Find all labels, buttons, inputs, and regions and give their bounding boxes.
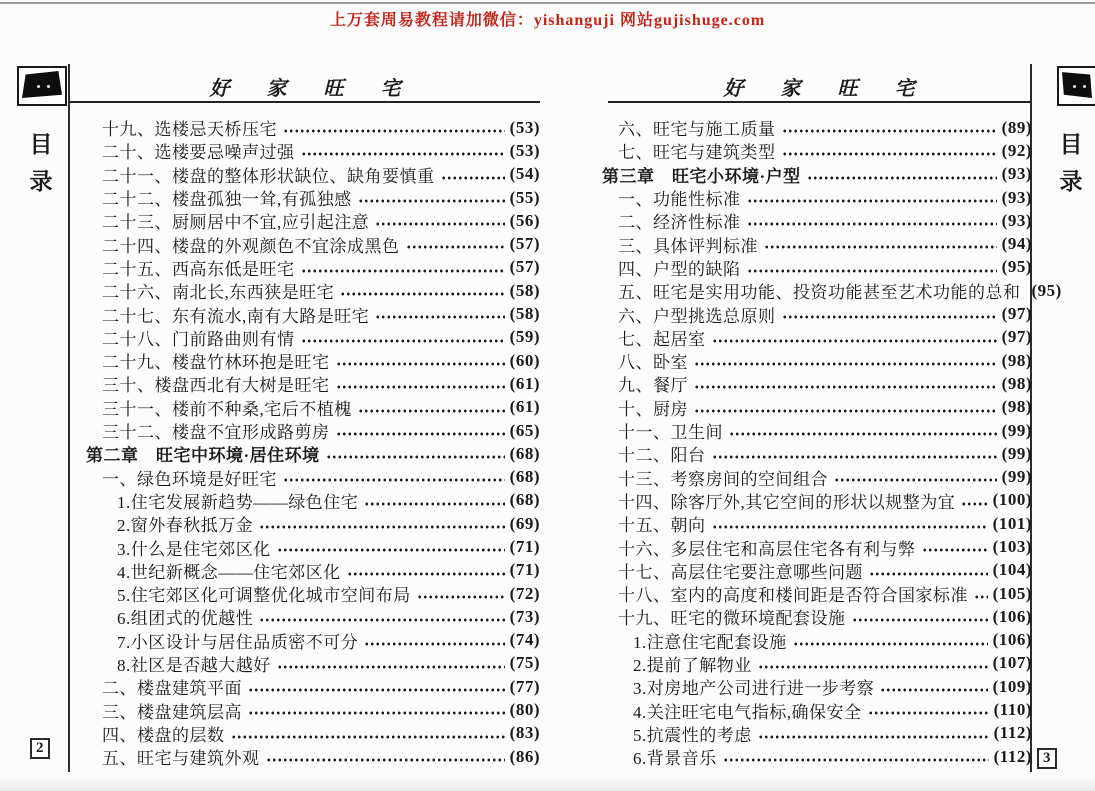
dotted-leader — [417, 582, 505, 605]
toc-entry-row — [602, 675, 1032, 698]
toc-entry-row — [86, 675, 540, 698]
dotted-leader — [248, 698, 505, 721]
toc-chapter-row — [602, 163, 1032, 186]
toc-entry-title: 二十八、门前路曲则有情 — [102, 329, 295, 349]
toc-entry-row — [602, 722, 1032, 745]
toc-entry-page: (95) — [1031, 280, 1062, 300]
toc-entry-title: 二十七、东有流水,南有大路是旺宅 — [102, 306, 370, 326]
toc-entry-row — [602, 116, 1032, 139]
toc-entry-page: (80) — [509, 700, 540, 720]
toc-entry-title: 二十六、南北长,东西狭是旺宅 — [102, 283, 335, 303]
dotted-leader — [852, 605, 988, 628]
toc-entry-title: 四、户型的缺陷 — [618, 259, 741, 279]
toc-entry-row — [86, 396, 540, 419]
toc-entry-row — [86, 232, 540, 255]
dotted-leader — [712, 512, 988, 535]
dotted-leader — [283, 465, 505, 488]
dotted-leader — [961, 489, 987, 512]
toc-entry-row — [86, 139, 540, 162]
dotted-leader — [336, 349, 505, 372]
dotted-leader — [764, 232, 997, 255]
toc-entry-page: (98) — [1001, 373, 1032, 393]
toc-entry-title: 二十一、楼盘的整体形状缺位、缺角要慎重 — [102, 166, 435, 186]
dotted-leader — [974, 582, 988, 605]
toc-entry-row — [86, 279, 540, 302]
toc-entry-row — [86, 535, 540, 558]
toc-entry-title: 五、旺宅与建筑外观 — [102, 749, 260, 769]
corner-book-icon-box-right — [1057, 66, 1095, 106]
toc-entry-row — [602, 652, 1032, 675]
dotted-leader — [747, 256, 997, 279]
dotted-leader — [747, 186, 997, 209]
dotted-leader — [301, 256, 505, 279]
dotted-leader — [364, 489, 504, 512]
toc-entry-title: 6.组团式的优越性 — [117, 609, 254, 629]
toc-entry-page: (97) — [1001, 304, 1032, 324]
dotted-leader — [868, 698, 989, 721]
toc-entry-row — [602, 302, 1032, 325]
toc-entry-row — [602, 209, 1032, 232]
toc-entry-row — [86, 256, 540, 279]
toc-entry-row — [86, 163, 540, 186]
dotted-leader — [729, 419, 997, 442]
dotted-leader — [375, 302, 504, 325]
dotted-leader — [347, 559, 505, 582]
toc-entry-row — [602, 745, 1032, 768]
running-head-rule-left — [70, 101, 540, 103]
toc-entry-title: 十三、考察房间的空间组合 — [618, 469, 828, 489]
contents-char: 目 — [1059, 132, 1083, 157]
dotted-leader — [375, 209, 504, 232]
toc-entry-row — [602, 698, 1032, 721]
toc-entry-page: (53) — [509, 140, 540, 160]
toc-entry-page: (55) — [509, 187, 540, 207]
toc-entry-title: 七、旺宅与建筑类型 — [618, 143, 776, 163]
dotted-leader — [869, 559, 988, 582]
toc-entry-row — [86, 372, 540, 395]
toc-entry-page: (112) — [993, 746, 1032, 766]
toc-entry-title: 2.窗外春秋抵万金 — [117, 516, 254, 536]
toc-entry-row — [86, 186, 540, 209]
toc-entry-page: (98) — [1001, 350, 1032, 370]
dotted-leader — [782, 302, 997, 325]
toc-entry-row — [602, 419, 1032, 442]
dotted-leader — [922, 535, 988, 558]
toc-entry-row — [602, 489, 1032, 512]
dotted-leader — [694, 396, 997, 419]
dotted-leader — [747, 209, 997, 232]
toc-entry-row — [602, 279, 1062, 303]
toc-entry-page: (93) — [1001, 210, 1032, 230]
dotted-leader — [694, 349, 997, 372]
toc-entry-title: 二十五、西高东低是旺宅 — [102, 259, 295, 279]
toc-entry-title: 六、旺宅与施工质量 — [618, 120, 776, 140]
toc-entry-title: 二十、选楼要忌噪声过强 — [102, 143, 295, 163]
toc-entry-row — [602, 372, 1032, 395]
toc-entry-title: 2.提前了解物业 — [633, 655, 752, 675]
toc-entry-page: (99) — [1001, 443, 1032, 463]
toc-entry-title: 第三章 旺宅小环境·户型 — [602, 166, 801, 186]
toc-column-left — [86, 116, 540, 768]
toc-entry-row — [86, 652, 540, 675]
toc-entry-title: 十四、除客厅外,其它空间的形状以规整为宜 — [618, 492, 956, 512]
toc-entry-page: (83) — [509, 723, 540, 743]
toc-entry-page: (56) — [509, 210, 540, 230]
toc-entry-title: 十五、朝向 — [618, 516, 706, 536]
toc-entry-title: 5.抗震性的考虑 — [633, 725, 752, 745]
running-head-right: 好 家 旺 宅 — [723, 78, 931, 100]
toc-entry-row — [86, 629, 540, 652]
toc-entry-row — [86, 489, 540, 512]
toc-entry-row — [86, 209, 540, 232]
toc-entry-page: (100) — [992, 490, 1032, 510]
toc-entry-row — [602, 396, 1032, 419]
toc-entry-row — [86, 465, 540, 488]
toc-entry-page: (94) — [1001, 234, 1032, 254]
toc-entry-title: 十八、室内的高度和楼间距是否符合国家标准 — [618, 586, 968, 606]
watermark-text: 上万套周易教程请加微信：yishanguji 网站gujishuge.com — [329, 12, 766, 29]
toc-entry-row — [86, 419, 540, 442]
toc-entry-row — [602, 349, 1032, 372]
toc-entry-page: (104) — [992, 560, 1032, 580]
toc-entry-title: 三十一、楼前不种桑,宅后不植槐 — [102, 399, 352, 419]
toc-entry-page: (106) — [992, 606, 1032, 626]
dotted-leader — [712, 442, 997, 465]
toc-entry-title: 7.小区设计与居住品质密不可分 — [117, 632, 359, 652]
dotted-leader — [723, 745, 989, 768]
toc-entry-title: 三、楼盘建筑层高 — [102, 702, 242, 722]
toc-entry-title: 6.背景音乐 — [633, 749, 717, 769]
toc-entry-row — [86, 698, 540, 721]
toc-entry-page: (57) — [509, 234, 540, 254]
toc-entry-page: (93) — [1001, 187, 1032, 207]
dotted-leader — [782, 139, 997, 162]
toc-entry-title: 七、起居室 — [618, 329, 706, 349]
toc-entry-row — [602, 605, 1032, 628]
toc-entry-title: 六、户型挑选总原则 — [618, 306, 776, 326]
toc-entry-page: (68) — [509, 490, 540, 510]
toc-entry-title: 二、经济性标准 — [618, 213, 741, 233]
toc-entry-title: 5.住宅郊区化可调整优化城市空间布局 — [117, 586, 411, 606]
dotted-leader — [880, 675, 987, 698]
toc-entry-title: 九、餐厅 — [618, 376, 688, 396]
toc-entry-page: (61) — [509, 373, 540, 393]
toc-entry-title: 二十四、楼盘的外观颜色不宜涂成黑色 — [102, 236, 400, 256]
toc-entry-title: 3.对房地产公司进行进一步考察 — [633, 679, 875, 699]
dotted-leader — [782, 116, 997, 139]
page-border-line-left — [68, 64, 70, 772]
dotted-leader — [259, 512, 504, 535]
dotted-leader — [283, 116, 505, 139]
dotted-leader — [358, 396, 505, 419]
dotted-leader — [694, 372, 997, 395]
toc-entry-row — [86, 582, 540, 605]
toc-entry-title: 八、卧室 — [618, 353, 688, 373]
toc-chapter-row — [86, 442, 540, 465]
dotted-leader — [259, 605, 504, 628]
dotted-leader — [336, 372, 505, 395]
toc-entry-row — [86, 349, 540, 372]
dotted-leader — [277, 652, 505, 675]
running-head-left: 好 家 旺 宅 — [209, 78, 417, 100]
toc-entry-page: (112) — [993, 723, 1032, 743]
toc-entry-row — [602, 326, 1032, 349]
toc-entry-title: 一、绿色环境是好旺宅 — [102, 469, 277, 489]
toc-entry-page: (53) — [509, 117, 540, 137]
toc-entry-row — [602, 559, 1032, 582]
toc-entry-row — [86, 722, 540, 745]
dotted-leader — [336, 419, 505, 442]
toc-entry-title: 二、楼盘建筑平面 — [102, 679, 242, 699]
toc-entry-row — [602, 442, 1032, 465]
contents-vertical-label-left — [26, 126, 56, 200]
dotted-leader — [441, 163, 505, 186]
toc-entry-row — [602, 256, 1032, 279]
toc-entry-page: (109) — [992, 676, 1032, 696]
toc-entry-title: 4.世纪新概念——住宅郊区化 — [117, 562, 341, 582]
toc-entry-title: 第二章 旺宅中环境·居住环境 — [86, 446, 320, 466]
toc-entry-page: (110) — [993, 700, 1032, 720]
toc-entry-title: 1.住宅发展新趋势——绿色住宅 — [117, 492, 359, 512]
page-number-left: 2 — [30, 738, 50, 759]
toc-entry-title: 二十二、楼盘孤独一耸,有孤独感 — [102, 190, 352, 210]
dotted-leader — [364, 629, 504, 652]
contents-char: 录 — [1059, 169, 1083, 194]
toc-entry-page: (103) — [992, 536, 1032, 556]
toc-entry-page: (99) — [1001, 467, 1032, 487]
dotted-leader — [758, 652, 988, 675]
toc-entry-row — [602, 512, 1032, 535]
toc-entry-title: 一、功能性标准 — [618, 190, 741, 210]
toc-entry-title: 十一、卫生间 — [618, 423, 723, 443]
toc-entry-row — [602, 535, 1032, 558]
toc-entry-page: (58) — [509, 280, 540, 300]
toc-entry-row — [86, 326, 540, 349]
toc-entry-title: 十、厨房 — [618, 399, 688, 419]
toc-entry-title: 4.关注旺宅电气指标,确保安全 — [633, 702, 862, 722]
toc-entry-page: (89) — [1001, 117, 1032, 137]
toc-entry-row — [602, 582, 1032, 605]
toc-entry-page: (69) — [509, 513, 540, 533]
dotted-leader — [340, 279, 504, 302]
toc-entry-page: (97) — [1001, 327, 1032, 347]
toc-entry-page: (65) — [509, 420, 540, 440]
toc-column-right — [602, 116, 1062, 769]
dotted-leader — [301, 326, 505, 349]
toc-entry-title: 十二、阳台 — [618, 446, 706, 466]
dotted-leader — [277, 535, 505, 558]
corner-book-icon-box-left — [17, 66, 67, 106]
toc-entry-page: (71) — [509, 536, 540, 556]
toc-entry-page: (107) — [992, 653, 1032, 673]
dotted-leader — [793, 629, 988, 652]
toc-entry-page: (99) — [1001, 420, 1032, 440]
toc-entry-row — [86, 512, 540, 535]
toc-entry-row — [602, 186, 1032, 209]
toc-entry-page: (95) — [1001, 257, 1032, 277]
toc-entry-title: 十七、高层住宅要注意哪些问题 — [618, 562, 863, 582]
dotted-leader — [712, 326, 997, 349]
dotted-leader — [301, 139, 505, 162]
toc-entry-title: 十九、旺宅的微环境配套设施 — [618, 609, 846, 629]
toc-entry-page: (98) — [1001, 397, 1032, 417]
toc-entry-title: 二十九、楼盘竹林环抱是旺宅 — [102, 353, 330, 373]
toc-entry-page: (71) — [509, 560, 540, 580]
dotted-leader — [266, 745, 505, 768]
book-icon — [1062, 71, 1092, 100]
book-icon — [22, 71, 62, 100]
toc-entry-page: (73) — [509, 606, 540, 626]
toc-entry-page: (58) — [509, 304, 540, 324]
toc-entry-page: (77) — [509, 676, 540, 696]
toc-entry-title: 1.注意住宅配套设施 — [633, 632, 787, 652]
contents-char: 录 — [29, 169, 53, 194]
toc-entry-page: (75) — [509, 653, 540, 673]
toc-entry-title: 三十二、楼盘不宜形成路剪房 — [102, 423, 330, 443]
toc-entry-title: 三十、楼盘西北有大树是旺宅 — [102, 376, 330, 396]
page-number-right: 3 — [1037, 748, 1057, 769]
toc-entry-title: 3.什么是住宅郊区化 — [117, 539, 271, 559]
toc-entry-page: (106) — [992, 630, 1032, 650]
toc-entry-page: (61) — [509, 397, 540, 417]
toc-entry-page: (60) — [509, 350, 540, 370]
toc-entry-row — [86, 559, 540, 582]
dotted-leader — [248, 675, 505, 698]
toc-entry-title: 五、旺宅是实用功能、投资功能甚至艺术功能的总和 — [618, 283, 1021, 303]
dotted-leader — [406, 232, 505, 255]
toc-entry-title: 二十三、厨厕居中不宜,应引起注意 — [102, 213, 370, 233]
dotted-leader — [807, 163, 997, 186]
dotted-leader — [758, 722, 989, 745]
toc-entry-row — [86, 605, 540, 628]
toc-entry-page: (86) — [509, 746, 540, 766]
toc-entry-page: (93) — [1001, 164, 1032, 184]
toc-entry-row — [86, 745, 540, 768]
dotted-leader — [358, 186, 505, 209]
toc-entry-title: 三、具体评判标准 — [618, 236, 758, 256]
toc-entry-page: (92) — [1001, 140, 1032, 160]
toc-entry-page: (101) — [992, 513, 1032, 533]
dotted-leader — [834, 465, 997, 488]
top-border-line — [0, 2, 1095, 4]
toc-entry-page: (59) — [509, 327, 540, 347]
toc-entry-row — [602, 232, 1032, 255]
toc-entry-row — [602, 139, 1032, 162]
dotted-leader — [326, 442, 505, 465]
toc-entry-page: (68) — [509, 467, 540, 487]
toc-entry-page: (74) — [509, 630, 540, 650]
toc-entry-page: (72) — [509, 583, 540, 603]
dotted-leader — [231, 722, 505, 745]
toc-entry-title: 十九、选楼忌天桥压宅 — [102, 120, 277, 140]
toc-entry-row — [602, 629, 1032, 652]
scan-shadow — [0, 777, 1095, 791]
toc-entry-row — [86, 116, 540, 139]
toc-entry-page: (105) — [992, 583, 1032, 603]
toc-entry-page: (68) — [509, 443, 540, 463]
contents-char: 目 — [29, 132, 53, 157]
toc-entry-row — [602, 465, 1032, 488]
toc-entry-title: 8.社区是否越大越好 — [117, 655, 271, 675]
contents-vertical-label-right — [1056, 126, 1086, 200]
toc-entry-row — [86, 302, 540, 325]
toc-entry-page: (54) — [509, 164, 540, 184]
toc-entry-page: (57) — [509, 257, 540, 277]
toc-entry-title: 四、楼盘的层数 — [102, 725, 225, 745]
running-head-rule-right — [608, 101, 1030, 103]
toc-entry-title: 十六、多层住宅和高层住宅各有利与弊 — [618, 539, 916, 559]
